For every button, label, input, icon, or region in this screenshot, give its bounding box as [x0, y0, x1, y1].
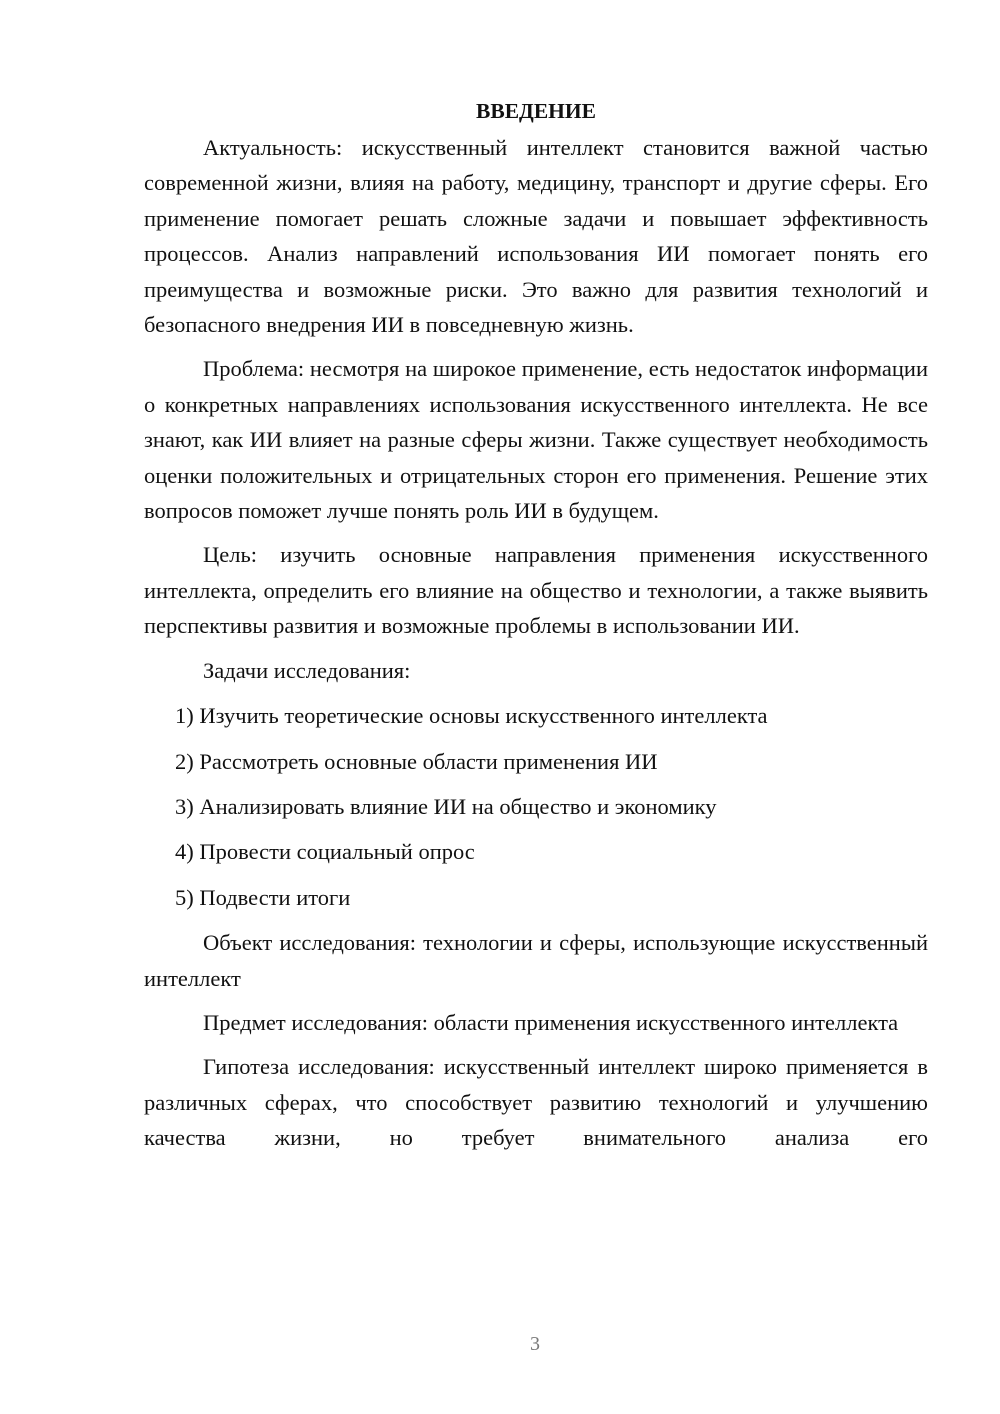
paragraph-goal: Цель: изучить основные направления применения искусственного интеллекта, определить его влияние на общество и технологии, а также выявить перспективы развития и возможные проблемы в использовании ИИ.	[144, 542, 928, 639]
paragraph-object: Объект исследования: технологии и сферы, использующие искусственный интеллект	[144, 930, 928, 991]
paragraph-hypothesis: Гипотеза исследования: искусственный интеллект широко применяется в различных сферах, что способствует развитию технологий и улучшению качества жизни, но требует внимательного анализа его	[144, 1054, 928, 1151]
paragraph-subject: Предмет исследования: области применения искусственного интеллекта	[203, 1009, 899, 1035]
section-heading: ВВЕДЕНИЕ	[476, 99, 596, 123]
task-item-5: 5) Подвести итоги	[175, 884, 351, 910]
task-item-3: 3) Анализировать влияние ИИ на общество и экономику	[175, 793, 717, 819]
document-page	[144, 96, 928, 1165]
task-item-4: 4) Провести социальный опрос	[175, 839, 475, 865]
task-item-1: 1) Изучить теоретические основы искусственного интеллекта	[175, 703, 768, 729]
paragraph-relevance: Актуальность: искусственный интеллект становится важной частью современной жизни, влияя на работу, медицину, транспорт и другие сферы. Его применение помогает решать сложные задачи и повышает эффективность процессов. Анализ направлений использования ИИ помогает понять его преимущества и возможные риски. Это важно для развития технологий и безопасного внедрения ИИ в повседневную жизнь.	[144, 135, 928, 338]
page-number: 3	[530, 1333, 540, 1355]
paragraph-problem: Проблема: несмотря на широкое применение, есть недостаток информации о конкретных направлениях использования искусственного интеллекта. Не все знают, как ИИ влияет на разные сферы жизни. Также существует необходимость оценки положительных и отрицательных сторон его применения. Решение этих вопросов поможет лучше понять роль ИИ в будущем.	[144, 356, 928, 524]
tasks-list	[144, 698, 928, 915]
tasks-title: Задачи исследования:	[203, 657, 411, 683]
task-item-2: 2) Рассмотреть основные области применения ИИ	[175, 748, 658, 774]
